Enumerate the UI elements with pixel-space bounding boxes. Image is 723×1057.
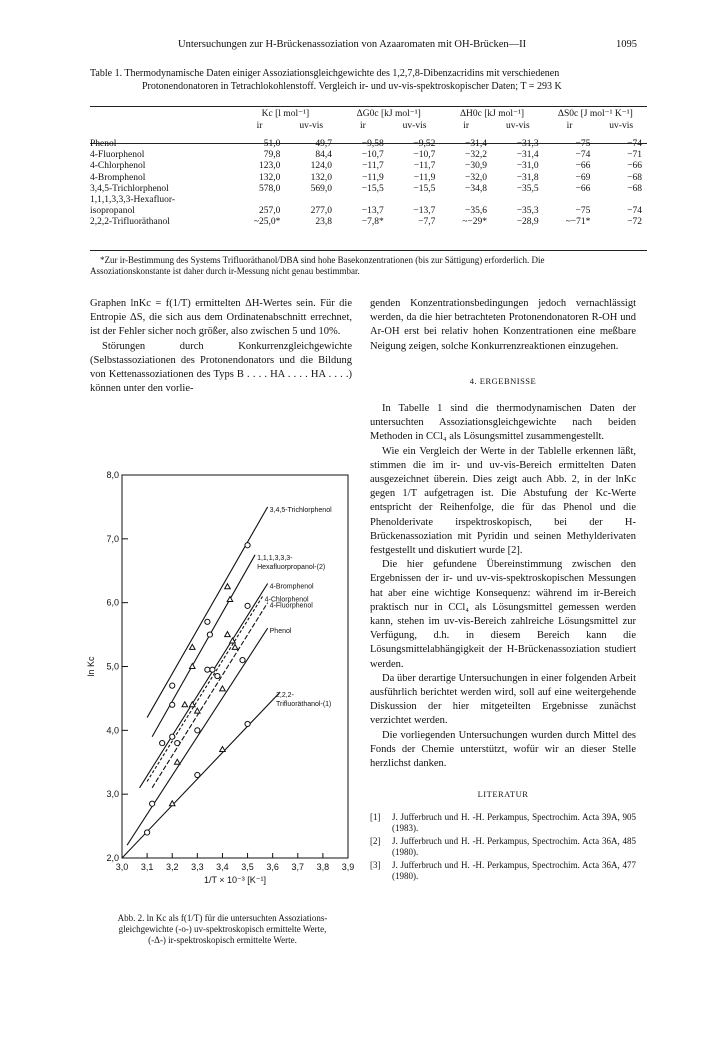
table-cell: 257,0 (259, 206, 281, 217)
table-cell: −13,7 (413, 206, 436, 217)
uv-vis-point (205, 619, 210, 624)
table-cell: −66 (575, 183, 591, 194)
table-cell: 277,0 (310, 206, 333, 217)
table-cell: −68 (627, 172, 642, 183)
series-label: 3,4,5-Trichlorphenol (269, 506, 332, 514)
left-column (90, 297, 352, 396)
row-name: Phenol (90, 139, 117, 149)
table-row (90, 139, 647, 150)
table-cell: 569,0 (310, 183, 333, 194)
table-cell: −10,7 (361, 150, 384, 161)
table-cell: −31,8 (516, 172, 539, 183)
section-heading-literatur: LITERATUR (477, 789, 529, 800)
table-body (90, 139, 647, 229)
table-cell: −74 (627, 139, 642, 149)
table-cell: −31,4 (465, 139, 488, 149)
uv-vis-point (195, 728, 200, 733)
running-title: Untersuchungen zur H-Brückenassoziation von Azaaromaten mit OH-Brücken—II (178, 39, 527, 50)
subcol-header: uv-vis (402, 121, 427, 131)
table-cell: ~−29* (462, 217, 488, 228)
x-tick-label: 3,2 (165, 862, 179, 872)
table-cell (337, 195, 389, 206)
table-cell: ~25,0* (253, 217, 281, 228)
table-row (90, 150, 647, 161)
row-name: 4-Fluorphenol (90, 150, 145, 161)
right-paragraph-3: Wie ein Vergleich der Werte in der Tablelle erkennen läßt, stimmen die im ir- und uv-vis-Bereich ermittelten Daten ausgezeichnet überein. Dies zeigt auch Abb. 2, in der lnKc gegen 1/T aufgetragen ist. Die Abstufung der Kc-Werte entspricht der Reihenfolge, die für das Phenol und die Phenolderivate irspektroskopisch, bei der H-Brückenassoziation mit Pyridin und seinen Methylderivaten festgestellt und diskutiert wurde [2]. (370, 445, 636, 557)
figure-caption-line3: (-Δ-) ir-spektroskopisch ermittelte Werte. (148, 935, 297, 945)
row-name: isopropanol (90, 206, 135, 217)
ir-point (225, 584, 231, 589)
col-group-dg: ΔG0c [kJ mol⁻¹] (356, 108, 421, 119)
table-cell: 124,0 (310, 161, 333, 172)
page-number: 1095 (616, 39, 637, 50)
table-cell: −11,7 (362, 161, 384, 172)
reference-list (370, 812, 636, 883)
table-cell: 578,0 (259, 183, 281, 194)
reference-text: J. Jufferbruch und H. -H. Perkampus, Spectrochim. Acta 39A, 905 (1983). (392, 811, 636, 833)
table-cell: 132,0 (310, 172, 333, 183)
ir-point (182, 702, 188, 707)
table-cell: 132,0 (259, 172, 281, 183)
reference-text: J. Jufferbruch und H. -H. Perkampus, Spectrochim. Acta 36A, 485 (1980). (392, 835, 636, 857)
table-cell: −74 (575, 150, 591, 161)
table-cell (544, 195, 596, 206)
x-tick-label: 3,8 (316, 862, 330, 872)
table-cell: −35,5 (516, 183, 539, 194)
table-cell: 51,0 (263, 139, 281, 149)
table-cell: −66 (627, 161, 642, 172)
x-tick-label: 3,3 (191, 862, 204, 872)
right-column (370, 297, 636, 884)
reference-number: [2] (370, 835, 381, 846)
table-footnote (90, 255, 650, 277)
ir-point (220, 746, 226, 751)
series-label: Hexafluorpropanol-(2) (257, 563, 326, 571)
figure-caption (90, 913, 355, 946)
table-cell (234, 195, 286, 206)
x-tick-label: 3,5 (241, 862, 254, 872)
x-tick-label: 3,6 (266, 862, 279, 872)
y-tick-label: 4,0 (106, 725, 119, 736)
ir-point (190, 644, 196, 649)
table-cell (595, 195, 647, 206)
right-paragraph-4: Die hier gefundene Übereinstimmung zwischen den Ergebnissen der ir- und uv-vis-spektroskopischen Messungen hat aber eine wichtige Konsequenz: während im ir-Bereich praktisch nur in CCl₄ als Lösungsmittel gemessen werden kann, stehen im uv-vis-Bereich zahlreiche Lösungsmittel zur Verfügung, d.h. in diesem Bereich kann die Lösungsmittelabhängigkeit der H-Brückenassoziation studiert werden. (370, 559, 636, 670)
subcol-header: uv-vis (299, 121, 324, 131)
uv-vis-point (160, 741, 165, 746)
col-group-kc: Kc [l mol⁻¹] (261, 108, 310, 119)
ir-point (190, 664, 196, 669)
table-cell (389, 195, 441, 206)
x-tick-label: 3,4 (216, 862, 229, 872)
table-cell: −11,9 (413, 172, 436, 183)
footnote-line2: Assoziationskonstante ist daher durch ir-Messung nicht genau bestimmbar. (90, 266, 360, 276)
ir-point (227, 596, 233, 601)
thermo-table (90, 108, 647, 229)
uv-vis-point (205, 667, 210, 672)
right-paragraph-6: Die vorliegenden Untersuchungen wurden durch Mittel des Fonds der Chemie unterstützt, wofür wir an dieser Stelle herzlichst danken. (370, 729, 636, 770)
col-group-ds: ΔS0c [J mol⁻¹ K⁻¹] (557, 108, 633, 119)
table-caption-line2: Protonendonatoren in Tetrachlokohlenstoff. Vergleich ir- und uv-vis-spektroskopischer Daten; T = 293 K (142, 80, 562, 92)
table-row (90, 184, 647, 195)
uv-vis-point (240, 658, 245, 663)
table-top-rule (90, 106, 647, 107)
figure-lnk-plot (86, 460, 364, 892)
table-cell (440, 195, 492, 206)
table-cell: −75 (575, 206, 591, 217)
table-cell: −15,5 (413, 183, 436, 194)
col-group-dh: ΔH0c [kJ mol⁻¹] (459, 108, 525, 119)
table-cell: −32,2 (465, 150, 488, 161)
ir-point (169, 801, 175, 806)
ir-point (190, 702, 196, 707)
table-cell: −30,9 (465, 161, 488, 172)
table-cell: −71 (627, 150, 642, 161)
series-line (152, 555, 255, 737)
table-caption-line1: Table 1. Thermodynamische Daten einiger Assoziationsgleichgewichte des 1,2,7,8-Dibenzacridins mit verschiedenen (90, 68, 560, 79)
table-cell: −75 (575, 139, 591, 149)
y-tick-label: 8,0 (106, 470, 119, 480)
table-row (90, 217, 647, 228)
uv-vis-point (210, 667, 215, 672)
right-paragraph-2: In Tabelle 1 sind die thermodynamischen Daten der untersuchten Assoziationsgleichgewichte nach beiden Methoden in CCl₄ als Lösungsmittel zusammengestellt. (370, 403, 636, 443)
y-tick-label: 6,0 (106, 597, 119, 608)
table-cell (285, 195, 337, 206)
subcol-header: uv-vis (505, 121, 530, 131)
table-cell: ~−71* (565, 217, 591, 228)
series-label: 1,1,1,3,3,3- (257, 554, 293, 562)
table-cell: −9,52 (413, 139, 436, 149)
table-cell: −28,9 (516, 217, 539, 228)
row-name: 3,4,5-Trichlorphenol (90, 183, 169, 194)
reference-number: [1] (370, 811, 381, 822)
uv-vis-point (175, 741, 180, 746)
reference-item (370, 836, 636, 859)
table-cell: −35,3 (516, 206, 539, 217)
ir-point (232, 644, 238, 649)
series-line (152, 603, 268, 788)
subcol-header: ir (359, 121, 366, 131)
figure-caption-line1: Abb. 2. ln Kc als f(1/T) für die untersuchten Assoziations- (117, 913, 328, 923)
uv-vis-point (195, 772, 200, 777)
right-paragraph-5: Da über derartige Untersuchungen in einer folgenden Arbeit ausführlich berichtet werden wird, soll auf eine weitergehende Diskussion der hier mitgeteilten Ergebnisse zunächst verzichtet werden. (370, 672, 636, 727)
series-line (140, 584, 268, 788)
series-label: 4-Chlorphenol (264, 596, 309, 604)
x-tick-label: 3,0 (115, 862, 129, 872)
ir-point (220, 686, 226, 691)
table-cell: −31,3 (516, 139, 539, 149)
y-tick-label: 7,0 (106, 533, 119, 544)
table-cell: −11,7 (413, 161, 436, 172)
row-name: 2,2,2-Trifluoräthanol (90, 217, 170, 228)
section-heading-ergebnisse: 4. ERGEBNISSE (469, 375, 537, 386)
reference-number: [3] (370, 859, 381, 870)
uv-vis-point (215, 673, 220, 678)
series-points (145, 543, 251, 835)
right-paragraph-1: genden Konzentrationsbedingungen jedoch vernachlässigt werden, da die hier betrachteten Protonendonatoren R-OH und Ar-OH erst bei relativ hohen Konzentrationen eine meßbare Neigung zeigen, solche Konkurrenzreaktionen einzugehen. (370, 298, 636, 352)
table-cell: −11,9 (362, 172, 384, 183)
uv-vis-point (170, 734, 175, 739)
reference-item (370, 860, 636, 883)
table-cell: −7,8* (361, 217, 384, 228)
figure-caption-line2: gleichgewichte (-o-) uv-spektroskopisch ermittelte Werte, (118, 924, 327, 934)
left-paragraph-1: Graphen lnKc = f(1/T) ermittelten ΔH-Wertes sein. Für die Entropie ΔS, die sich aus dem Ordinatenabschnitt errechnet, ist der Fehler sicher noch größer, also zwischen 5 und 10%. (90, 298, 352, 338)
table-cell: −68 (627, 183, 642, 194)
ir-point (225, 632, 231, 637)
reference-text: J. Jufferbruch und H. -H. Perkampus, Spectrochim. Acta 36A, 477 (1980). (392, 859, 636, 881)
table-cell: −74 (627, 206, 642, 217)
table-row (90, 173, 647, 184)
uv-vis-point (170, 702, 175, 707)
uv-vis-point (245, 543, 250, 548)
footnote-line1: *Zur ir-Bestimmung des Systems Trifluoräthanol/DBA sind hohe Basekonzentrationen (bis zur Sättigung) erforderlich. Die (100, 255, 545, 265)
table-cell: 49,7 (315, 139, 333, 149)
subcol-header: ir (256, 121, 263, 131)
x-tick-label: 3,7 (291, 862, 305, 872)
y-axis-label: ln Kc (86, 656, 96, 677)
table-cell: 123,0 (259, 161, 281, 172)
subcol-header: uv-vis (609, 121, 634, 131)
x-tick-label: 3,9 (341, 862, 355, 872)
reference-item (370, 812, 636, 835)
row-name: 1,1,1,3,3,3-Hexafluor- (90, 195, 176, 206)
table-cell: −31,4 (516, 150, 539, 161)
left-paragraph-2: Störungen durch Konkurrenzgleichgewichte (Selbstassoziationen des Protonendonators und die Bildung von Kettenassoziationen des Typs B . . . . HA . . . . HA . . . .) können unter den vorlie- (90, 340, 352, 395)
table-bottom-rule (90, 250, 647, 251)
table-cell: −13,7 (361, 206, 384, 217)
uv-vis-point (245, 603, 250, 608)
table-cell: 23,8 (315, 217, 333, 228)
row-name: 4-Bromphenol (90, 172, 146, 183)
subcol-header: ir (463, 121, 470, 131)
subcol-header: ir (566, 121, 573, 131)
series-line (127, 628, 268, 845)
uv-vis-point (145, 830, 150, 835)
table-cell: −31,0 (516, 161, 539, 172)
table-row (90, 195, 647, 206)
uv-vis-point (245, 721, 250, 726)
ir-point (195, 708, 201, 713)
table-cell: −69 (575, 172, 591, 183)
series-label: 4-Fluorphenol (269, 602, 313, 610)
table-cell: −35,6 (465, 206, 488, 217)
table-cell: −10,7 (413, 150, 436, 161)
table-cell: −32,0 (465, 172, 488, 183)
series-label: 2,2,2- (276, 692, 294, 700)
row-name: 4-Chlorphenol (90, 161, 146, 172)
uv-vis-point (150, 801, 155, 806)
ir-point (230, 638, 236, 643)
table-cell (492, 195, 544, 206)
series-line (147, 596, 263, 781)
series-labels (257, 507, 332, 708)
series-label: Phenol (269, 628, 292, 636)
table-cell: −15,5 (361, 183, 384, 194)
y-tick-label: 2,0 (106, 853, 119, 863)
x-tick-label: 3,1 (140, 862, 154, 872)
series-label: 4-Bromphenol (269, 583, 314, 591)
table-cell: −9,58 (361, 139, 384, 149)
table-cell: −7,7 (418, 217, 436, 228)
table-cell: −34,8 (465, 183, 488, 194)
table-cell: −72 (627, 217, 642, 228)
table-row (90, 206, 647, 217)
y-tick-label: 5,0 (106, 661, 119, 672)
series-label: Trifluoräthanol-(1) (276, 701, 332, 709)
ir-point (174, 759, 180, 764)
table-cell: −66 (575, 161, 591, 172)
table-row (90, 161, 647, 172)
table-cell: 79,8 (263, 150, 281, 161)
uv-vis-point (170, 683, 175, 688)
y-tick-label: 3,0 (106, 789, 119, 800)
uv-vis-point (207, 632, 212, 637)
x-axis-label: 1/T × 10⁻³ [K⁻¹] (203, 875, 267, 885)
table-caption (90, 68, 650, 93)
table-cell: 84,4 (315, 150, 333, 161)
